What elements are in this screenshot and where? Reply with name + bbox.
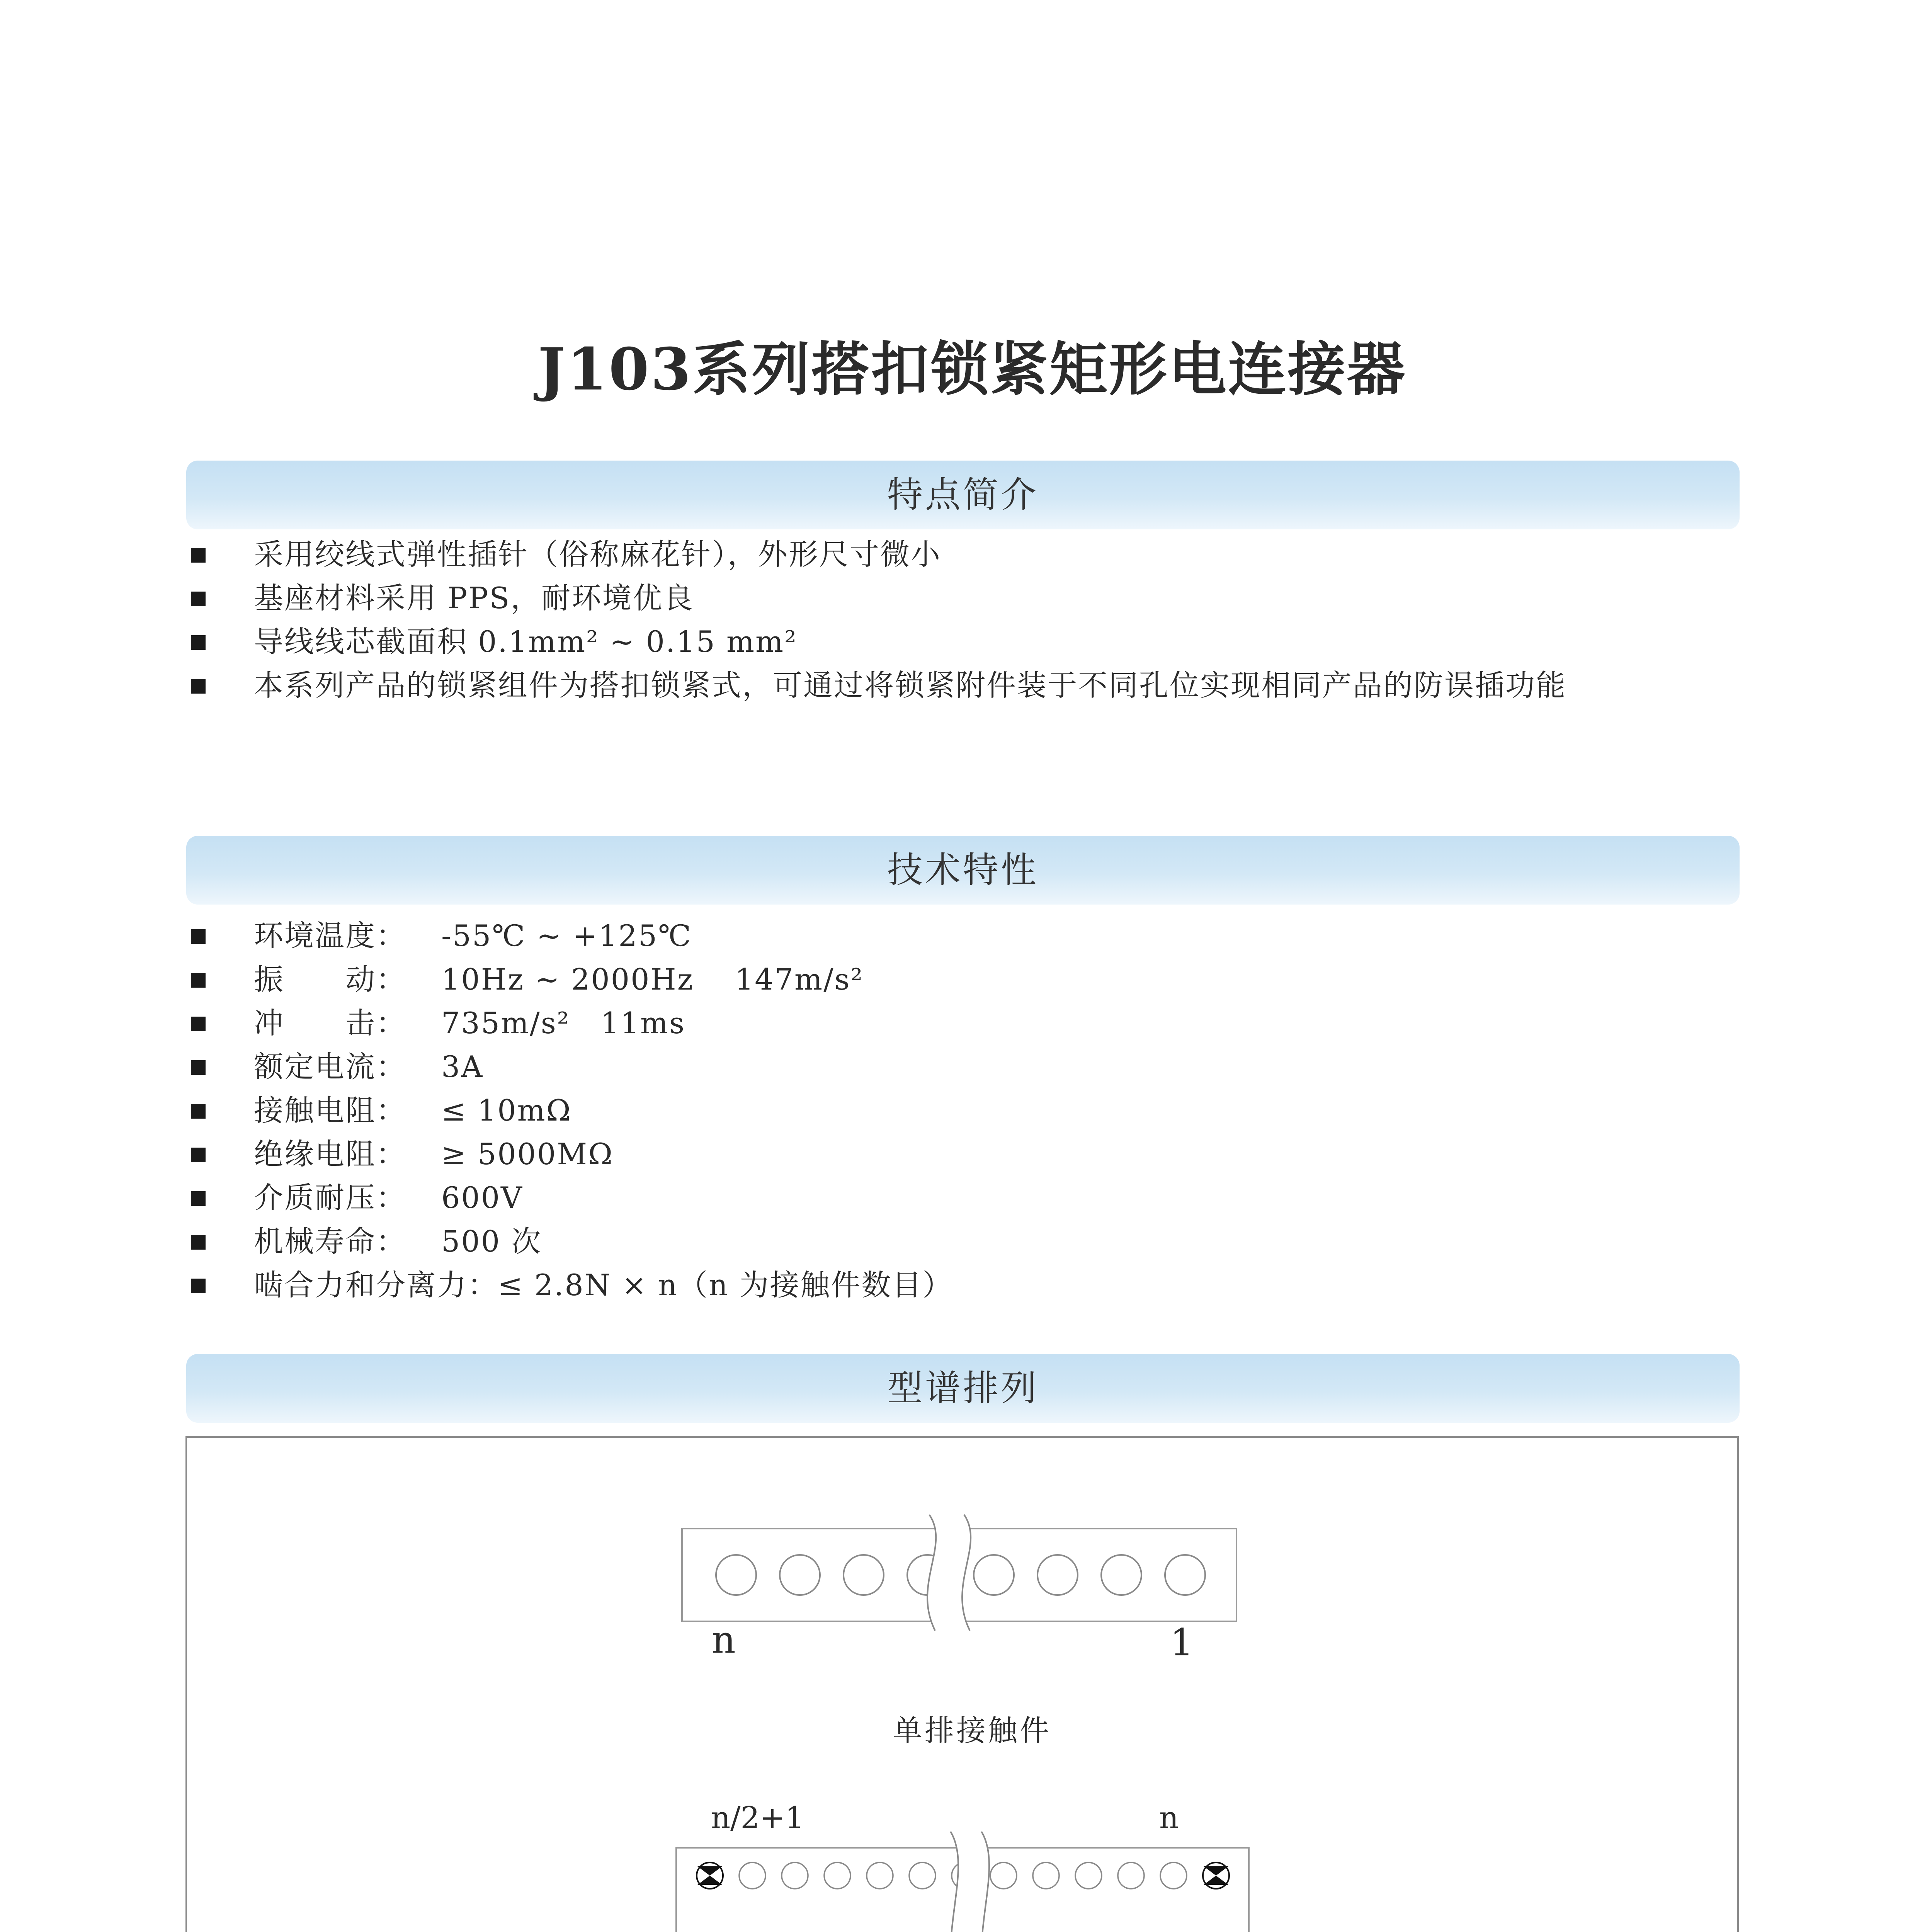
- bullet-square-icon: [191, 679, 206, 694]
- bullet-square-icon: [191, 635, 206, 650]
- spec-label: 冲 击：: [254, 1006, 406, 1040]
- spec-label: 绝缘电阻：: [254, 1137, 406, 1171]
- spec-value: 10Hz ~ 2000Hz 147m/s²: [441, 962, 864, 997]
- section-header-layout: 型谱排列: [186, 1354, 1740, 1423]
- bullet-square-icon: [191, 1060, 206, 1075]
- page-title: J103系列搭扣锁紧矩形电连接器: [537, 335, 1407, 403]
- spec-value: ≤ 10mΩ: [441, 1093, 572, 1128]
- spec-label: 额定电流：: [254, 1049, 406, 1084]
- section-header-tech: 技术特性: [186, 836, 1740, 905]
- spec-value: 735m/s² 11ms: [441, 1006, 685, 1040]
- double-row-top-left-label: n/2+1: [711, 1801, 804, 1835]
- spec-label: 介质耐压：: [254, 1180, 406, 1215]
- spec-label: 接触电阻：: [254, 1093, 406, 1128]
- section-header-features: 特点简介: [186, 461, 1740, 529]
- spec-value: 3A: [441, 1049, 484, 1084]
- spec-value: ≥ 5000MΩ: [441, 1137, 614, 1171]
- bullet-square-icon: [191, 592, 206, 606]
- bullet-square-icon: [191, 929, 206, 944]
- spec-value: -55℃ ~ +125℃: [441, 918, 692, 953]
- bullet-square-icon: [191, 1191, 206, 1206]
- single-row-caption: 单排接触件: [893, 1713, 1051, 1748]
- double-row-top-right-label: n: [1159, 1801, 1179, 1835]
- spec-label: 机械寿命：: [254, 1224, 406, 1259]
- spec-text: 啮合力和分离力：≤ 2.8N × n（n 为接触件数目）: [254, 1268, 953, 1302]
- double-row-diagram: [665, 1824, 1260, 1932]
- bullet-square-icon: [191, 1017, 206, 1031]
- bullet-square-icon: [191, 1279, 206, 1293]
- bullet-square-icon: [191, 973, 206, 988]
- single-row-right-label: 1: [1170, 1621, 1194, 1664]
- single-row-diagram: [672, 1507, 1252, 1634]
- spec-label: 环境温度：: [254, 918, 406, 953]
- spec-value: 600V: [441, 1180, 523, 1215]
- spec-value: 500 次: [441, 1224, 542, 1259]
- bullet-square-icon: [191, 1104, 206, 1119]
- bullet-square-icon: [191, 1148, 206, 1162]
- single-row-left-label: n: [712, 1618, 736, 1662]
- spec-label: 振 动：: [254, 962, 406, 997]
- bullet-square-icon: [191, 548, 206, 563]
- bullet-square-icon: [191, 1235, 206, 1250]
